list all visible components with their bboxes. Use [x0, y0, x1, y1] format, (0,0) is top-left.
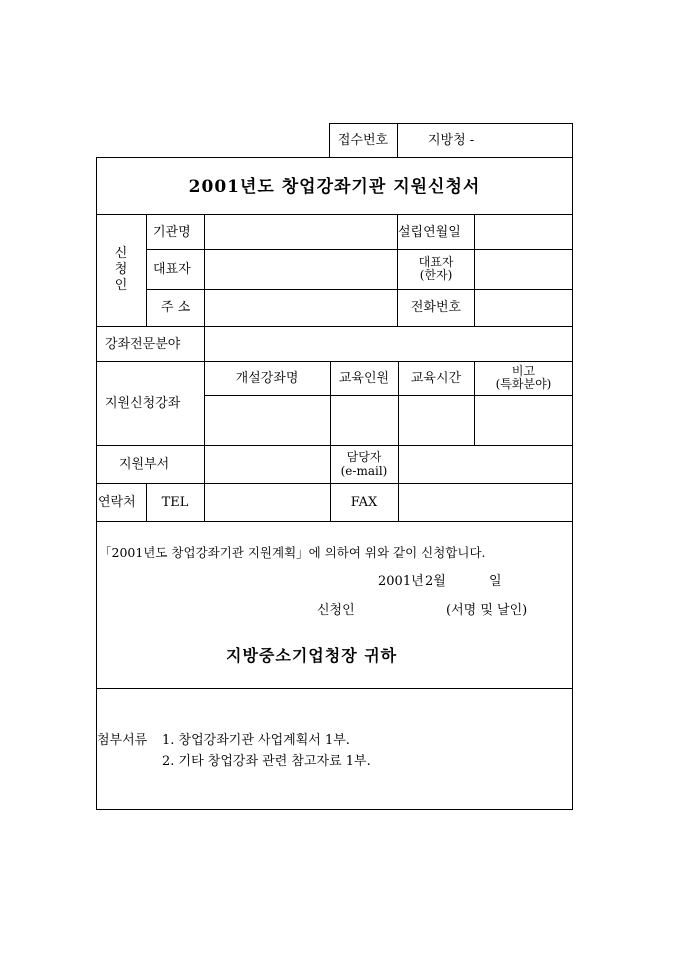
- line-declaration-end: [96, 688, 573, 689]
- department-label: 지원부서: [119, 457, 170, 472]
- line-below-title: [96, 214, 573, 215]
- line-course-end: [96, 445, 573, 446]
- attachment-item-1: 1. 창업강좌기관 사업계획서 1부.: [162, 733, 350, 748]
- receipt-divider: [397, 123, 398, 158]
- date-day: 일: [489, 574, 502, 589]
- attachments-label: 첨부서류: [97, 733, 148, 748]
- vline-applicant-group: [146, 214, 147, 326]
- fax-label: FAX: [350, 495, 378, 510]
- note-header-1: 비고: [511, 364, 536, 378]
- org-name-label: 기관명: [153, 225, 191, 240]
- signature-label: 신청인: [317, 603, 355, 618]
- established-date-label: 설립연월일: [398, 225, 461, 240]
- date-month: 2월: [425, 574, 446, 589]
- representative-label: 대표자: [153, 262, 191, 277]
- representative-hanja-label-1: 대표자: [418, 255, 454, 269]
- line-applicant-2: [146, 289, 573, 290]
- note-header-2: (특화분야): [495, 377, 552, 391]
- line-department-end: [96, 483, 573, 484]
- line-applicant-1: [146, 249, 573, 250]
- line-field-end: [96, 361, 573, 362]
- line-contact-end: [96, 521, 573, 522]
- trainee-count-header: 교육인원: [338, 371, 390, 386]
- form-title: 2001년도 창업강좌기관 지원신청서: [188, 177, 481, 197]
- receipt-number-label: 접수번호: [337, 133, 389, 148]
- vline-label-col: [204, 214, 205, 521]
- manager-label-1: 담당자: [346, 450, 382, 464]
- manager-label-2: (e-mail): [340, 464, 388, 478]
- receipt-number-value: 지방청 -: [428, 133, 475, 148]
- addressee: 지방중소기업청장 귀하: [226, 646, 398, 665]
- line-course-header: [204, 395, 573, 396]
- date-year: 2001년: [378, 574, 424, 589]
- course-name-header: 개설강좌명: [235, 371, 299, 386]
- line-applicant-end: [96, 326, 573, 327]
- field-label: 강좌전문분야: [105, 337, 181, 352]
- address-label: 주 소: [161, 300, 191, 315]
- signature-note: (서명 및 날인): [446, 603, 528, 618]
- representative-hanja-label-2: (한자): [419, 268, 453, 282]
- applicant-group-label: 신청인: [114, 246, 128, 293]
- course-label: 지원신청강좌: [105, 396, 181, 411]
- declaration-text: 「2001년도 창업강좌기관 지원계획」에 의하여 위와 같이 신청합니다.: [99, 545, 486, 560]
- phone-label: 전화번호: [410, 300, 462, 315]
- contact-label: 연락처: [98, 495, 136, 510]
- tel-label: TEL: [161, 495, 189, 510]
- vline-applicant-right-value: [474, 214, 475, 326]
- training-hours-header: 교육시간: [410, 371, 462, 386]
- attachment-item-2: 2. 기타 창업강좌 관련 참고자료 1부.: [162, 754, 371, 769]
